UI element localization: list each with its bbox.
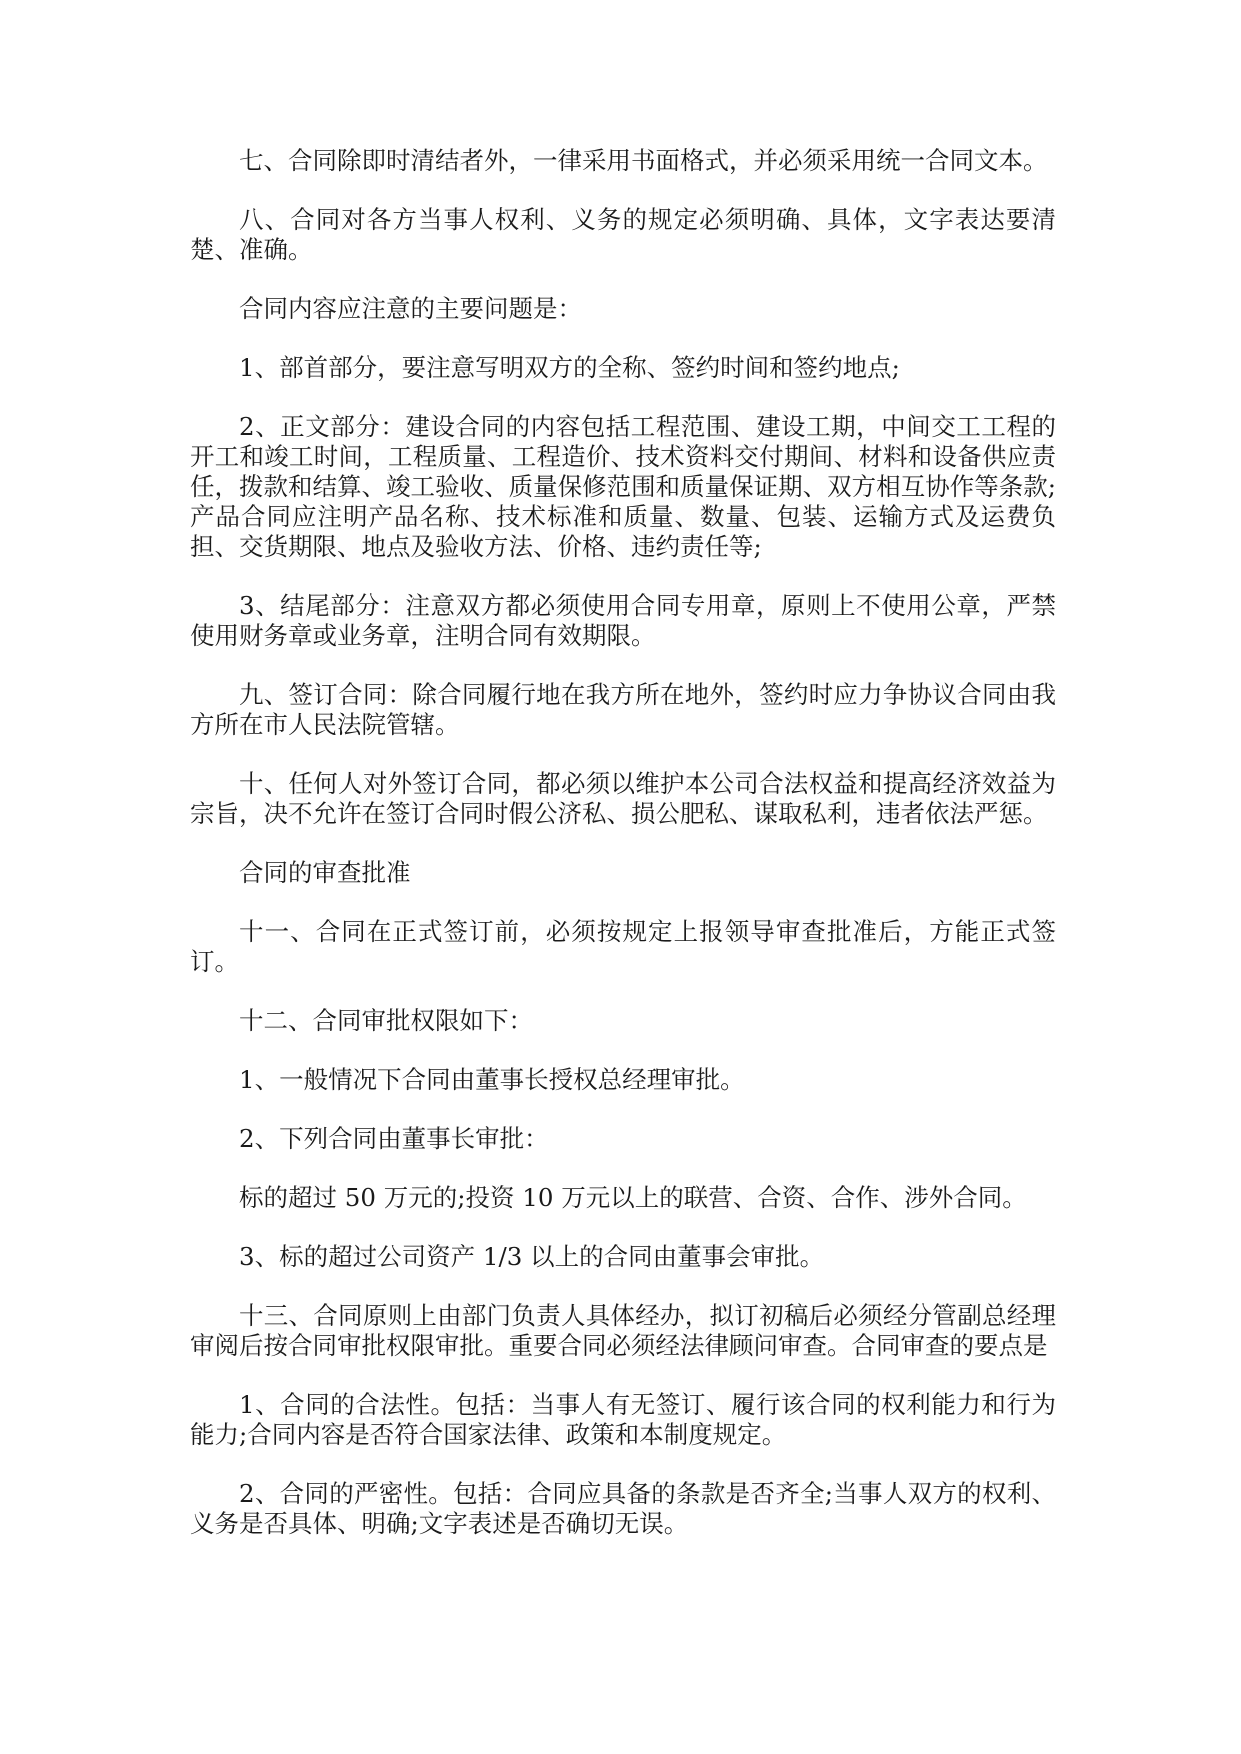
document-body: [190, 146, 1056, 1568]
paragraph-content-issues-heading: 合同内容应注意的主要问题是：: [239, 294, 582, 323]
paragraph-item-rigor: 2、合同的严密性。包括：合同应具备的条款是否齐全;当事人双方的权利、义务是否具体、明确;文字表述是否确切无误。: [190, 1479, 1056, 1538]
paragraph-item-chairman-approval: 2、下列合同由董事长审批：: [239, 1124, 549, 1153]
paragraph-clause-12: 十二、合同审批权限如下：: [239, 1006, 533, 1035]
paragraph-item-legality: 1、合同的合法性。包括：当事人有无签订、履行该合同的权利能力和行为能力;合同内容是否符合国家法律、政策和本制度规定。: [190, 1390, 1056, 1449]
paragraph-item-body-section: 2、正文部分：建设合同的内容包括工程范围、建设工期，中间交工工程的开工和竣工时间，工程质量、工程造价、技术资料交付期间、材料和设备供应责任，拨款和结算、竣工验收、质量保修范围和质量保证期、双方相互协作等条款;产品合同应注明产品名称、技术标准和质量、数量、包装、运输方式及运费负担、交货期限、地点及验收方法、价格、违约责任等;: [190, 412, 1056, 561]
paragraph-item-general-approval: 1、一般情况下合同由董事长授权总经理审批。: [239, 1065, 745, 1094]
paragraph-clause-11: 十一、合同在正式签订前，必须按规定上报领导审查批准后，方能正式签订。: [190, 917, 1056, 976]
paragraph-clause-13: 十三、合同原则上由部门负责人具体经办，拟订初稿后必须经分管副总经理审阅后按合同审批权限审批。重要合同必须经法律顾问审查。合同审查的要点是: [190, 1301, 1056, 1360]
paragraph-clause-7: 七、合同除即时清结者外，一律采用书面格式，并必须采用统一合同文本。: [239, 146, 1048, 175]
paragraph-item-board-approval: 3、标的超过公司资产 1/3 以上的合同由董事会审批。: [239, 1242, 825, 1271]
paragraph-clause-10: 十、任何人对外签订合同，都必须以维护本公司合法权益和提高经济效益为宗旨，决不允许在签订合同时假公济私、损公肥私、谋取私利，违者依法严惩。: [190, 769, 1056, 828]
paragraph-item-closing-section: 3、结尾部分：注意双方都必须使用合同专用章，原则上不使用公章，严禁使用财务章或业务章，注明合同有效期限。: [190, 591, 1056, 650]
paragraph-clause-8: 八、合同对各方当事人权利、义务的规定必须明确、具体，文字表达要清楚、准确。: [190, 205, 1056, 264]
paragraph-item-header-section: 1、部首部分，要注意写明双方的全称、签约时间和签约地点;: [239, 353, 900, 382]
section-heading-review-approval: 合同的审查批准: [239, 858, 411, 887]
paragraph-clause-9: 九、签订合同：除合同履行地在我方所在地外，签约时应力争协议合同由我方所在市人民法院管辖。: [190, 680, 1056, 739]
paragraph-chairman-approval-detail: 标的超过 50 万元的;投资 10 万元以上的联营、合资、合作、涉外合同。: [239, 1183, 1027, 1212]
